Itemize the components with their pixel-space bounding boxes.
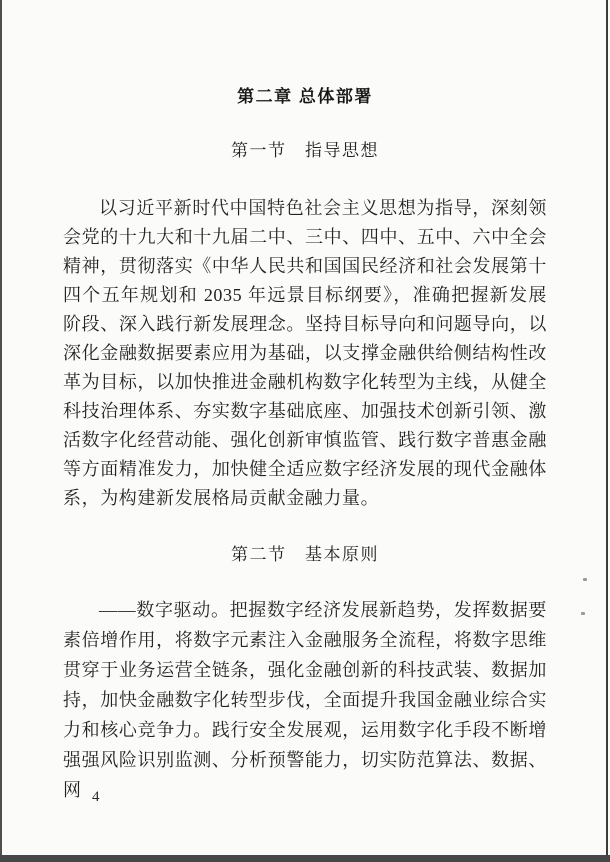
- paragraph-digital-driven: ——数字驱动。把握数字经济发展新趋势，发挥数据要素倍增作用，将数字元素注入金融服务全流程，将数字思维贯穿于业务运营全链条，强化金融创新的科技武装、数据加持，加快金融数字化转型步伐，全面提升我国金融业综合实力和核心竞争力。践行安全发展观，运用数字化手段不断增强强风险识别监测、分析预警能力，切实防范算法、数据、网: [63, 600, 547, 800]
- section-1-heading: 第一节 指导思想: [231, 141, 379, 160]
- scan-edge-bottom: [0, 855, 610, 862]
- scan-speck: [583, 578, 587, 581]
- scan-edge-right: [606, 0, 608, 862]
- scan-speck: [581, 612, 585, 615]
- chapter-heading: 第二章 总体部署: [237, 87, 373, 106]
- section-2-heading: 第二节 基本原则: [231, 545, 379, 564]
- page-number: 4: [92, 789, 100, 805]
- paragraph-guiding-ideology: 以习近平新时代中国特色社会主义思想为指导，深刻领会党的十九大和十九届二中、三中、四中、五中、六中全会精神，贯彻落实《中华人民共和国国民经济和社会发展第十四个五年规划和 2035 年远景目标纲要》，准确把握新发展阶段、深入践行新发展理念。坚持目标导向和问题导向，以深化金融数据要素应用为基础，以支撑金融供给侧结构性改革为目标，以加快推进金融机构数字化转型为主线，从健全科技治理体系、夯实数字基础底座、加强技术创新引领、激活数字化经营动能、强化创新审慎监管、践行数字普惠金融等方面精准发力，加快健全适应数字经济发展的现代金融体系，为构建新发展格局贡献金融力量。: [63, 198, 547, 508]
- scan-edge-left: [0, 0, 2, 862]
